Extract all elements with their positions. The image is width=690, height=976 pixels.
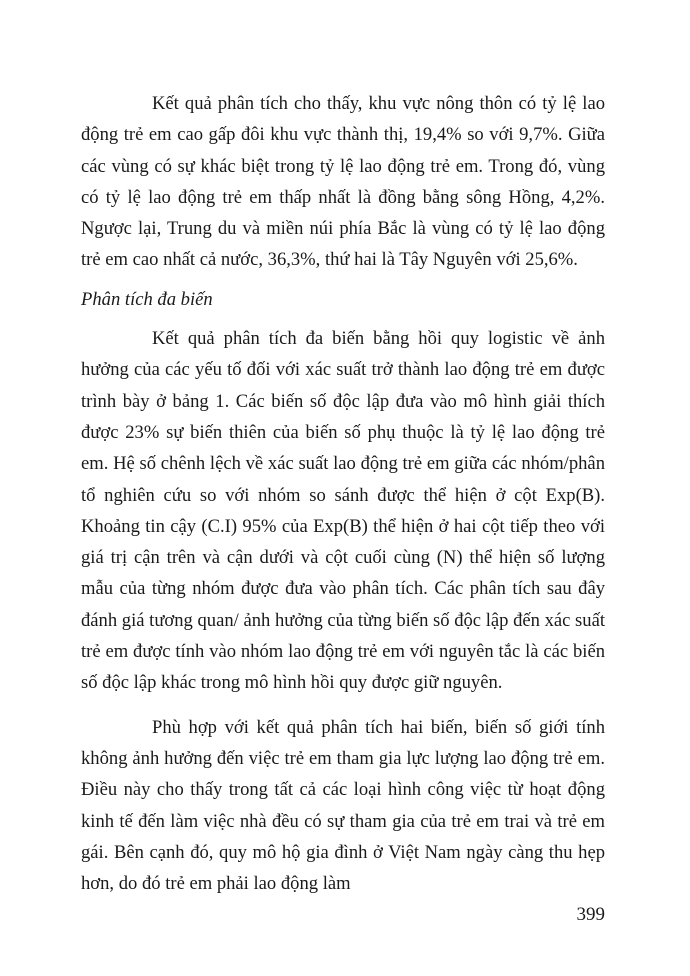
page-number: 399: [576, 904, 605, 925]
paragraph-1: Kết quả phân tích cho thấy, khu vực nông thôn có tỷ lệ lao động trẻ em cao gấp đôi khu vực thành thị, 19,4% so với 9,7%. Giữa các vùng có sự khác biệt trong tỷ lệ lao động trẻ em. Trong đó, vùng có tỷ lệ lao động trẻ em thấp nhất là đồng bằng sông Hồng, 4,2%. Ngược lại, Trung du và miền núi phía Bắc là vùng có tỷ lệ lao động trẻ em cao nhất cả nước, 36,3%, thứ hai là Tây Nguyên với 25,6%.: [81, 93, 605, 271]
paragraph-2: Kết quả phân tích đa biến bằng hồi quy logistic về ảnh hưởng của các yếu tố đối với xác suất trở thành lao động trẻ em được trình bày ở bảng 1. Các biến số độc lập đưa vào mô hình giải thích được 23% sự biến thiên của biến số phụ thuộc là tỷ lệ lao động trẻ em. Hệ số chênh lệch về xác suất lao động trẻ em giữa các nhóm/phân tổ nghiên cứu so với nhóm so sánh được thể hiện ở cột Exp(B). Khoảng tin cậy (C.I) 95% của Exp(B) thể hiện ở hai cột tiếp theo với giá trị cận trên và cận dưới và cột cuối cùng (N) thể hiện số lượng mẫu của từng nhóm được đưa vào phân tích. Các phân tích sau đây đánh giá tương quan/ ảnh hưởng của từng biến số độc lập đến xác suất trẻ em được tính vào nhóm lao động trẻ em với nguyên tắc là các biến số độc lập khác trong mô hình hồi quy được giữ nguyên.: [81, 328, 605, 694]
section-heading: Phân tích đa biến: [81, 288, 213, 310]
paragraph-3: Phù hợp với kết quả phân tích hai biến, biến số giới tính không ảnh hưởng đến việc trẻ em tham gia lực lượng lao động trẻ em. Điều này cho thấy trong tất cả các loại hình công việc từ hoạt động kinh tế đến làm việc nhà đều có sự tham gia của trẻ em trai và trẻ em gái. Bên cạnh đó, quy mô hộ gia đình ở Việt Nam ngày càng thu hẹp hơn, do đó trẻ em phải lao động làm: [81, 716, 605, 895]
page-body: [81, 88, 605, 899]
